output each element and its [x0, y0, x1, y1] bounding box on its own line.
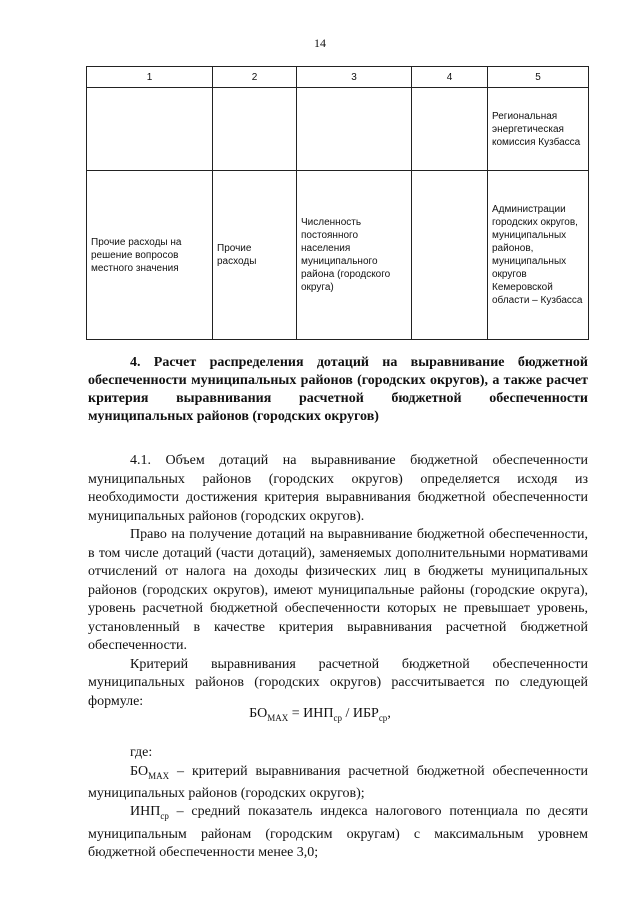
paragraph: Критерий выравнивания расчетной бюджетной обеспеченности муниципальных районов (городских округов) рассчитывается по следующей формуле:: [88, 656, 588, 709]
table-header-cell: 3: [297, 67, 412, 88]
page-number: 14: [314, 36, 326, 50]
table-row: [87, 171, 589, 340]
table-cell: Прочие расходы: [213, 171, 297, 340]
definition-symbol: БО: [130, 763, 149, 779]
formula-lhs: БО: [249, 706, 268, 721]
paragraph: 4.1. Объем дотаций на выравнивание бюджетной обеспеченности муниципальных районов (городских округов) определяется исходя из необходимости достижения критерия выравнивания бюджетной обеспеченности муниципальных районов (городских округов).: [88, 453, 588, 524]
table-cell: [412, 171, 488, 340]
table-header-cell: 1: [87, 67, 213, 88]
table-cell: [213, 88, 297, 171]
definition-symbol: ИНП: [130, 804, 161, 820]
formula-term1-sub: ср: [333, 712, 342, 723]
definition-symbol-sub: MAX: [148, 770, 170, 781]
where-label: где:: [130, 745, 153, 760]
body-paragraphs: [88, 452, 588, 711]
table-row: [87, 88, 589, 171]
definition-item: [88, 803, 588, 862]
section-heading: [88, 354, 588, 426]
formula: [0, 706, 640, 723]
formula-lhs-sub: MAX: [267, 712, 289, 723]
data-table: [86, 66, 589, 340]
table-cell: [297, 88, 412, 171]
formula-term2-sub: ср: [378, 712, 388, 723]
table-cell: [412, 88, 488, 171]
definition-item: [88, 763, 588, 804]
table-cell: Администрации городских округов, муниципальных районов, муниципальных округов Кемеровской области – Кузбасса: [488, 171, 589, 340]
table-cell: [87, 88, 213, 171]
table-header-row: [87, 67, 589, 88]
definitions: [88, 744, 588, 863]
formula-term1: = ИНП: [288, 706, 334, 721]
formula-end: ,: [387, 706, 391, 721]
section-heading-text: 4. Расчет распределения дотаций на выравнивание бюджетной обеспеченности муниципальных районов (городских округов), а также расчет критерия выравнивания расчетной бюджетной обеспеченности муниципальных районов (городских округов): [88, 355, 588, 424]
definition-symbol-sub: ср: [160, 811, 169, 822]
table-cell: Региональная энергетическая комиссия Кузбасса: [488, 88, 589, 171]
table-header-cell: 5: [488, 67, 589, 88]
table-cell: Прочие расходы на решение вопросов местного значения: [87, 171, 213, 340]
definition-text: – средний показатель индекса налогового потенциала по десяти муниципальным районам (городским округам) с максимальным уровнем бюджетной обеспеченности менее 3,0;: [88, 804, 588, 861]
formula-term2: / ИБР: [341, 706, 379, 721]
table-cell: Численность постоянного населения муниципального района (городского округа): [297, 171, 412, 340]
table-header-cell: 2: [213, 67, 297, 88]
paragraph: Право на получение дотаций на выравнивание бюджетной обеспеченности, в том числе дотаций (части дотаций), заменяемых дополнительными нормативами отчислений от налога на доходы физических лиц в бюджеты муниципальных районов (городских округов), имеют муниципальные районы (городские округа), уровень расчетной бюджетной обеспеченности которых не превышает уровень, установленный в качестве критерия выравнивания расчетной бюджетной обеспеченности.: [88, 527, 588, 653]
definition-text: – критерий выравнивания расчетной бюджетной обеспеченности муниципальных районов (городских округов);: [88, 763, 588, 801]
table-header-cell: 4: [412, 67, 488, 88]
